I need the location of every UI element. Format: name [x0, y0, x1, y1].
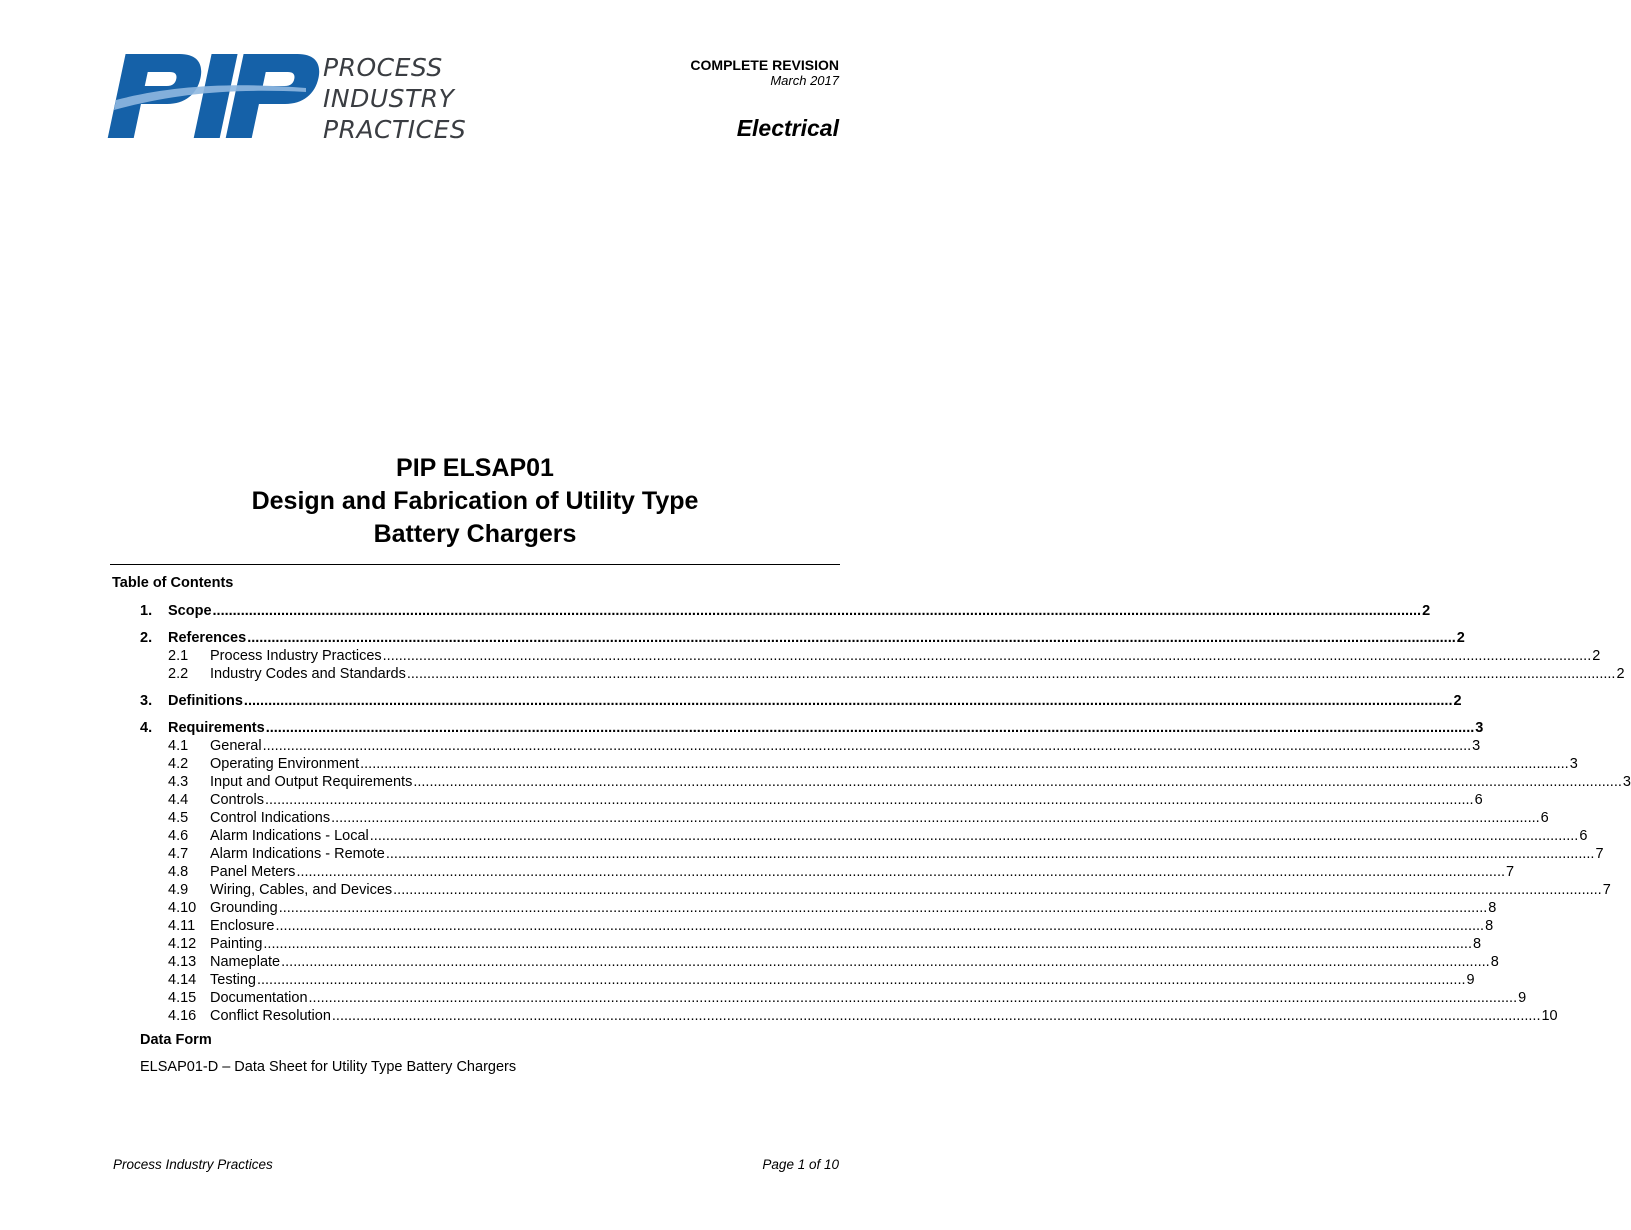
toc-entry-page: 9: [1518, 990, 1527, 1006]
toc-leader-dots: ............................................................................................................................................................................................................................................................................................................: [265, 720, 1475, 736]
toc-leader-dots: ............................................................................................................................................................................................................................................................................................................: [296, 864, 1506, 880]
toc-entry-page: 6: [1474, 792, 1483, 808]
toc-entry-page: 7: [1595, 846, 1604, 862]
toc-entry-label: Enclosure: [210, 918, 275, 934]
toc-entry-label: Scope: [168, 603, 212, 619]
toc-entry-number: 4.11: [168, 918, 196, 934]
toc-leader-dots: ............................................................................................................................................................................................................................................................................................................: [382, 648, 1592, 664]
document-title: [0, 452, 950, 551]
toc-leader-dots: ............................................................................................................................................................................................................................................................................................................: [393, 882, 1602, 898]
toc-entry-number: 4.3: [168, 774, 189, 790]
toc-entry[interactable]: [140, 863, 1515, 881]
toc-leader-dots: ............................................................................................................................................................................................................................................................................................................: [243, 693, 1453, 709]
logo-line-3: PRACTICES: [323, 115, 467, 144]
toc-leader-dots: ............................................................................................................................................................................................................................................................................................................: [275, 918, 1485, 934]
toc-entry-page: 2: [1422, 603, 1431, 619]
toc-entry-label: Input and Output Requirements: [210, 774, 413, 790]
toc-entry-label: Documentation: [210, 990, 308, 1006]
toc-entry-number: 4.: [140, 720, 153, 736]
toc-entry-label: Testing: [210, 972, 256, 988]
toc-entry-page: 3: [1569, 756, 1578, 772]
logo-line-2: INDUSTRY: [323, 84, 455, 113]
title-divider: [110, 564, 840, 565]
toc-entry-label: Alarm Indications - Remote: [210, 846, 385, 862]
toc-heading: Table of Contents: [112, 575, 234, 591]
toc-entry-number: 4.2: [168, 756, 189, 772]
toc-entry-label: Operating Environment: [210, 756, 360, 772]
toc-entry[interactable]: [140, 971, 1475, 989]
toc-entry-label: General: [210, 738, 262, 754]
toc-entry[interactable]: [140, 719, 1484, 737]
toc-entry-number: 1.: [140, 603, 153, 619]
toc-leader-dots: ............................................................................................................................................................................................................................................................................................................: [263, 936, 1472, 952]
toc-entry-page: 8: [1485, 918, 1494, 934]
toc-entry[interactable]: [140, 647, 1601, 665]
toc-entry[interactable]: [140, 1007, 1558, 1025]
title-line-2: Design and Fabrication of Utility Type: [251, 487, 699, 515]
toc-entry[interactable]: [140, 917, 1494, 935]
toc-entry[interactable]: [140, 755, 1578, 773]
toc-leader-dots: ............................................................................................................................................................................................................................................................................................................: [256, 972, 1466, 988]
title-line-1: PIP ELSAP01: [396, 454, 554, 482]
toc-entry-label: Nameplate: [210, 954, 281, 970]
toc-entry-label: Requirements: [168, 720, 265, 736]
toc-entry[interactable]: [140, 809, 1549, 827]
toc-entry-page: 8: [1488, 900, 1497, 916]
toc-leader-dots: ............................................................................................................................................................................................................................................................................................................: [406, 666, 1616, 682]
toc-leader-dots: ............................................................................................................................................................................................................................................................................................................: [360, 756, 1569, 772]
toc-entry-number: 4.15: [168, 990, 197, 1006]
toc-entry[interactable]: [140, 773, 1631, 791]
document-category: Electrical: [736, 115, 839, 141]
toc-entry-page: 3: [1622, 774, 1631, 790]
toc-entry-label: Controls: [210, 792, 264, 808]
toc-entry-label: Painting: [210, 936, 263, 952]
toc-entry-page: 2: [1592, 648, 1601, 664]
toc-entry-number: 4.16: [168, 1008, 197, 1024]
toc-entry[interactable]: [140, 881, 1611, 899]
toc-entry-number: 4.7: [168, 846, 189, 862]
toc-entry[interactable]: [140, 827, 1588, 845]
toc-entry-page: 8: [1490, 954, 1499, 970]
title-line-3: Battery Chargers: [373, 520, 577, 548]
logo-wordmark: [323, 52, 466, 145]
toc-entry-label: Conflict Resolution: [210, 1008, 331, 1024]
toc-entry[interactable]: [140, 791, 1483, 809]
toc-entry-label: References: [168, 630, 247, 646]
page-number: Page 1 of 10: [762, 1157, 839, 1172]
data-form-heading: Data Form: [140, 1032, 212, 1048]
toc-entry[interactable]: [140, 953, 1499, 971]
toc-entry-label: Control Indications: [210, 810, 331, 826]
logo-line-1: PROCESS: [323, 53, 443, 82]
toc-entry-number: 3.: [140, 693, 153, 709]
toc-leader-dots: ............................................................................................................................................................................................................................................................................................................: [281, 954, 1490, 970]
data-form-item: ELSAP01-D – Data Sheet for Utility Type Battery Chargers: [140, 1059, 517, 1075]
toc-leader-dots: ............................................................................................................................................................................................................................................................................................................: [331, 810, 1540, 826]
revision-block: [690, 57, 839, 89]
toc-entry[interactable]: [140, 737, 1481, 755]
toc-leader-dots: ............................................................................................................................................................................................................................................................................................................: [278, 900, 1488, 916]
toc-entry-page: 9: [1466, 972, 1475, 988]
revision-label: COMPLETE REVISION: [690, 57, 839, 73]
toc-leader-dots: ............................................................................................................................................................................................................................................................................................................: [413, 774, 1622, 790]
toc-entry-page: 2: [1616, 666, 1625, 682]
toc-entry[interactable]: [140, 629, 1465, 647]
toc-entry-label: Wiring, Cables, and Devices: [210, 882, 393, 898]
toc-entry[interactable]: [140, 692, 1462, 710]
footer-left: Process Industry Practices: [113, 1157, 273, 1172]
toc-entry[interactable]: [140, 665, 1625, 683]
toc-leader-dots: ............................................................................................................................................................................................................................................................................................................: [247, 630, 1456, 646]
toc-entry-page: 8: [1472, 936, 1482, 952]
toc-entry-label: Industry Codes and Standards: [210, 666, 406, 682]
toc-entry-page: 10: [1541, 1008, 1558, 1024]
toc-leader-dots: ............................................................................................................................................................................................................................................................................................................: [265, 792, 1474, 808]
toc-entry[interactable]: [140, 602, 1431, 620]
toc-entry-number: 4.4: [168, 792, 189, 808]
toc-entry-page: 7: [1506, 864, 1515, 880]
toc-leader-dots: ............................................................................................................................................................................................................................................................................................................: [369, 828, 1579, 844]
toc-entry[interactable]: [140, 845, 1604, 863]
toc-entry-number: 2.1: [168, 648, 189, 664]
toc-entry[interactable]: [140, 935, 1482, 953]
toc-entry-number: 4.6: [168, 828, 189, 844]
toc-entry-number: 4.14: [168, 972, 197, 988]
toc-entry-page: 7: [1602, 882, 1611, 898]
pip-logo: [110, 52, 480, 144]
toc-entry-number: 4.10: [168, 900, 197, 916]
toc-entry-page: 6: [1540, 810, 1549, 826]
toc-entry-page: 6: [1579, 828, 1588, 844]
toc-entry-number: 4.12: [168, 936, 197, 952]
toc-entry-page: 3: [1475, 720, 1484, 736]
toc-entry[interactable]: [140, 899, 1497, 917]
revision-date: March 2017: [770, 73, 839, 88]
toc-entry-label: Panel Meters: [210, 864, 296, 880]
toc-entry-number: 4.5: [168, 810, 189, 826]
toc-leader-dots: ............................................................................................................................................................................................................................................................................................................: [331, 1008, 1541, 1024]
toc-entry-page: 3: [1472, 738, 1481, 754]
toc-leader-dots: ............................................................................................................................................................................................................................................................................................................: [262, 738, 1472, 754]
toc-entry[interactable]: [140, 989, 1527, 1007]
toc-entry-number: 4.9: [168, 882, 189, 898]
toc-leader-dots: ............................................................................................................................................................................................................................................................................................................: [212, 603, 1422, 619]
toc-leader-dots: ............................................................................................................................................................................................................................................................................................................: [308, 990, 1518, 1006]
toc-entry-number: 2.2: [168, 666, 189, 682]
toc-entry-number: 4.8: [168, 864, 189, 880]
toc-entry-number: 2.: [140, 630, 153, 646]
toc-entry-label: Grounding: [210, 900, 278, 916]
toc-entry-label: Definitions: [168, 693, 243, 709]
pip-logo-mark-icon: [110, 52, 310, 140]
toc-leader-dots: ............................................................................................................................................................................................................................................................................................................: [385, 846, 1595, 862]
toc-entry-number: 4.13: [168, 954, 197, 970]
toc-entry-label: Alarm Indications - Local: [210, 828, 369, 844]
toc-entry-number: 4.1: [168, 738, 189, 754]
toc-entry-page: 2: [1453, 693, 1462, 709]
toc-entry-label: Process Industry Practices: [210, 648, 382, 664]
toc-entry-page: 2: [1456, 630, 1465, 646]
